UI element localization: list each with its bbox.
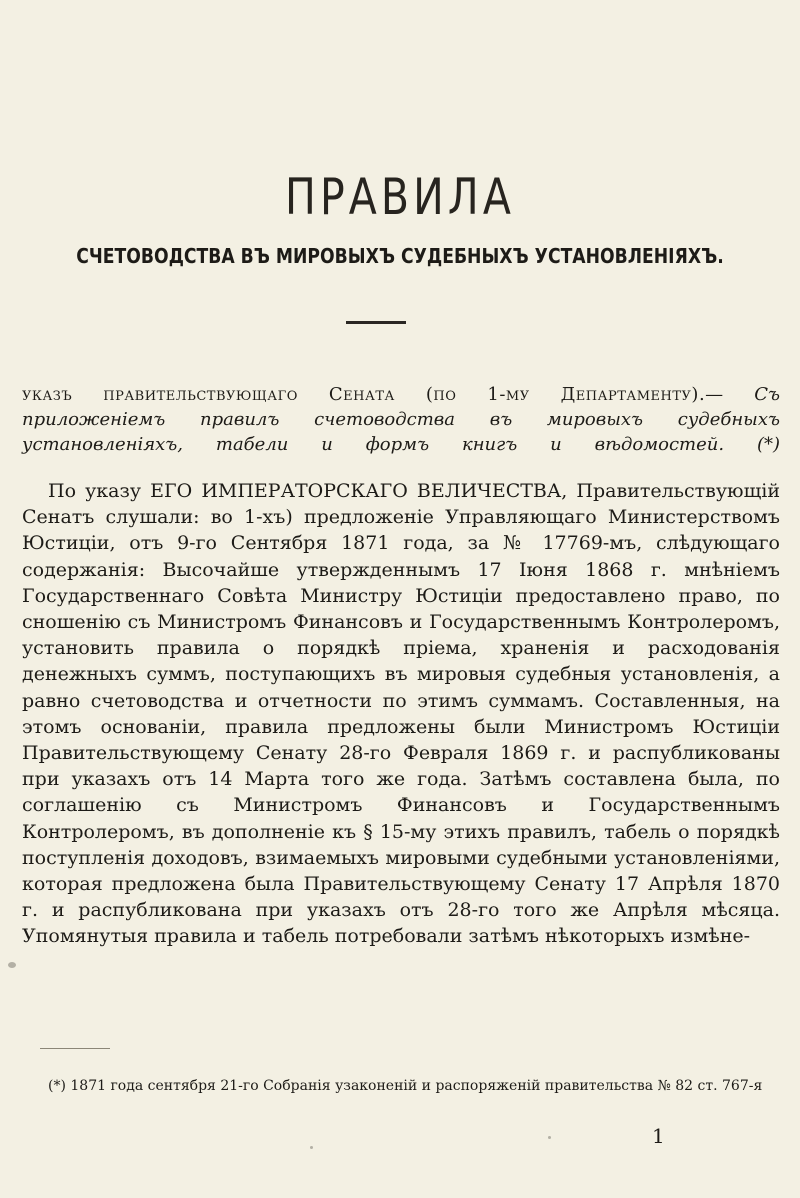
decree-header	[22, 382, 780, 457]
paper-blemish	[548, 1136, 551, 1139]
body-paragraph: По указу ЕГО ИМПЕРАТОРСКАГО ВЕЛИЧЕСТВА, Правительствующій Сенатъ слушали: во 1-хъ) предложеніе Управляющаго Министерствомъ Юстиціи, отъ 9-го Сентября 1871 года, за № 17769-мъ, слѣдующаго содержанія: Высочайше утвержденнымъ 17 Іюня 1868 г. мнѣніемъ Государственнаго Совѣта Министру Юстиціи предоставлено право, по сношенію съ Министромъ Финансовъ и Государственнымъ Контролеромъ, установить правила о порядкѣ пріема, храненія и расходованія денежныхъ суммъ, поступающихъ въ мировыя судебныя установленія, а равно счетоводства и отчетности по этимъ суммамъ. Составленныя, на этомъ основаніи, правила предложены были Министромъ Юстиціи Правительствующему Сенату 28-го Февраля 1869 г. и распубликованы при указахъ отъ 14 Марта того же года. Затѣмъ составлена была, по соглашенію съ Министромъ Финансовъ и Государственнымъ Контролеромъ, въ дополненіе къ § 15-му этихъ правилъ, табель о порядкѣ поступленія доходовъ, взимаемыхъ мировыми судебными установленіями, которая предложена была Правительствующему Сенату 17 Апрѣля 1870 г. и распубликована при указахъ отъ 28-го того же Апрѣля мѣсяца. Упомянутыя правила и табель потребовали затѣмъ нѣкоторыхъ измѣне-	[22, 480, 780, 948]
paper-blemish	[8, 962, 16, 968]
footnote-separator	[40, 1048, 110, 1049]
document-title: ПРАВИЛА	[285, 168, 515, 226]
paper-blemish	[310, 1146, 313, 1149]
title-divider	[346, 321, 406, 324]
footnote: (*) 1871 года сентября 21-го Собранія узаконеній и распоряженій правительства № 82 ст. 767-я	[48, 1078, 763, 1094]
decree-subheading: Съ приложеніемъ правилъ счетоводства въ мировыхъ судебныхъ установленіяхъ, табели и формъ книгъ и вѣдомостей. (*)	[22, 384, 780, 455]
page-number: 1	[652, 1124, 665, 1148]
document-subtitle: СЧЕТОВОДСТВА ВЪ МИРОВЫХЪ СУДЕБНЫХЪ УСТАНОВЛЕНІЯХЪ.	[76, 244, 724, 268]
body-text	[22, 478, 780, 950]
decree-heading: указъ правительствующаго Сената (по 1-му Департаменту).—	[22, 384, 724, 405]
